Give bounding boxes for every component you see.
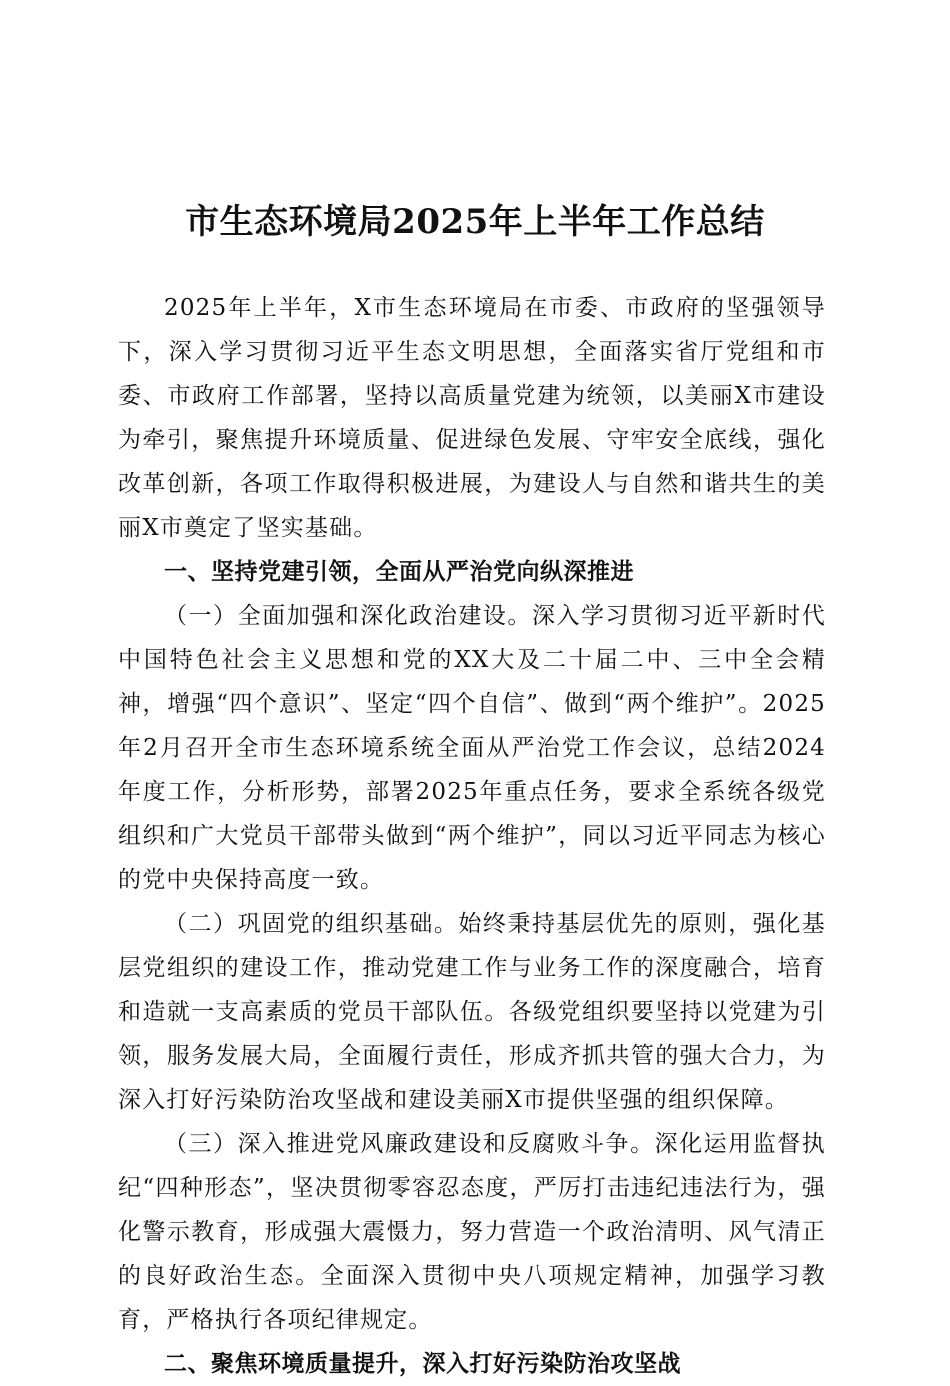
section-1-item-3-lead: （三）深入推进党风廉政建设和反腐败斗争。 — [164, 1131, 655, 1157]
section-1-item-3-text: 深化运用监督执纪“四种形态”，坚决贯彻零容忍态度，严厉打击违纪违法行为，强化警示教育，形成强大震慑力，努力营造一个政治清明、风气清正的良好政治生态。全面深入贯彻中央八项规定精神，加强学习教育，严格执行各项纪律规定。 — [118, 1131, 827, 1333]
document-title: 市生态环境局2025年上半年工作总结 — [185, 202, 765, 242]
section-1-item-2-text: 始终秉持基层优先的原则，强化基层党组织的建设工作，推动党建工作与业务工作的深度融合，培育和造就一支高素质的党员干部队伍。各级党组织要坚持以党建为引领，服务发展大局，全面履行责任，形成齐抓共管的强大合力，为深入打好污染防治攻坚战和建设美丽X市提供坚强的组织保障。 — [118, 911, 827, 1113]
document-body — [118, 286, 826, 1386]
section-2-heading: 二、聚焦环境质量提升，深入打好污染防治攻坚战 — [164, 1351, 681, 1377]
section-1-item-2-paragraph — [118, 902, 826, 1122]
section-1-item-1-lead: （一）全面加强和深化政治建设。 — [164, 603, 532, 629]
section-1-item-1-text: 深入学习贯彻习近平新时代中国特色社会主义思想和党的XX大及二十届二中、三中全会精神，增强“四个意识”、坚定“四个自信”、做到“两个维护”。2025年2月召开全市生态环境系统全面从严治党工作会议，总结2024年度工作，分析形势，部署2025年重点任务，要求全系统各级党组织和广大党员干部带头做到“两个维护”，同以习近平同志为核心的党中央保持高度一致。 — [118, 603, 827, 893]
section-1-item-1-paragraph — [118, 594, 826, 902]
section-1-item-3-paragraph — [118, 1122, 826, 1342]
intro-paragraph: 2025年上半年，X市生态环境局在市委、市政府的坚强领导下，深入学习贯彻习近平生态文明思想，全面落实省厅党组和市委、市政府工作部署，坚持以高质量党建为统领，以美丽X市建设为牵引，聚焦提升环境质量、促进绿色发展、守牢安全底线，强化改革创新，各项工作取得积极进展，为建设人与自然和谐共生的美丽X市奠定了坚实基础。 — [118, 295, 826, 541]
section-1-heading: 一、坚持党建引领，全面从严治党向纵深推进 — [164, 559, 634, 585]
section-1-item-2-lead: （二）巩固党的组织基础。 — [164, 911, 459, 937]
